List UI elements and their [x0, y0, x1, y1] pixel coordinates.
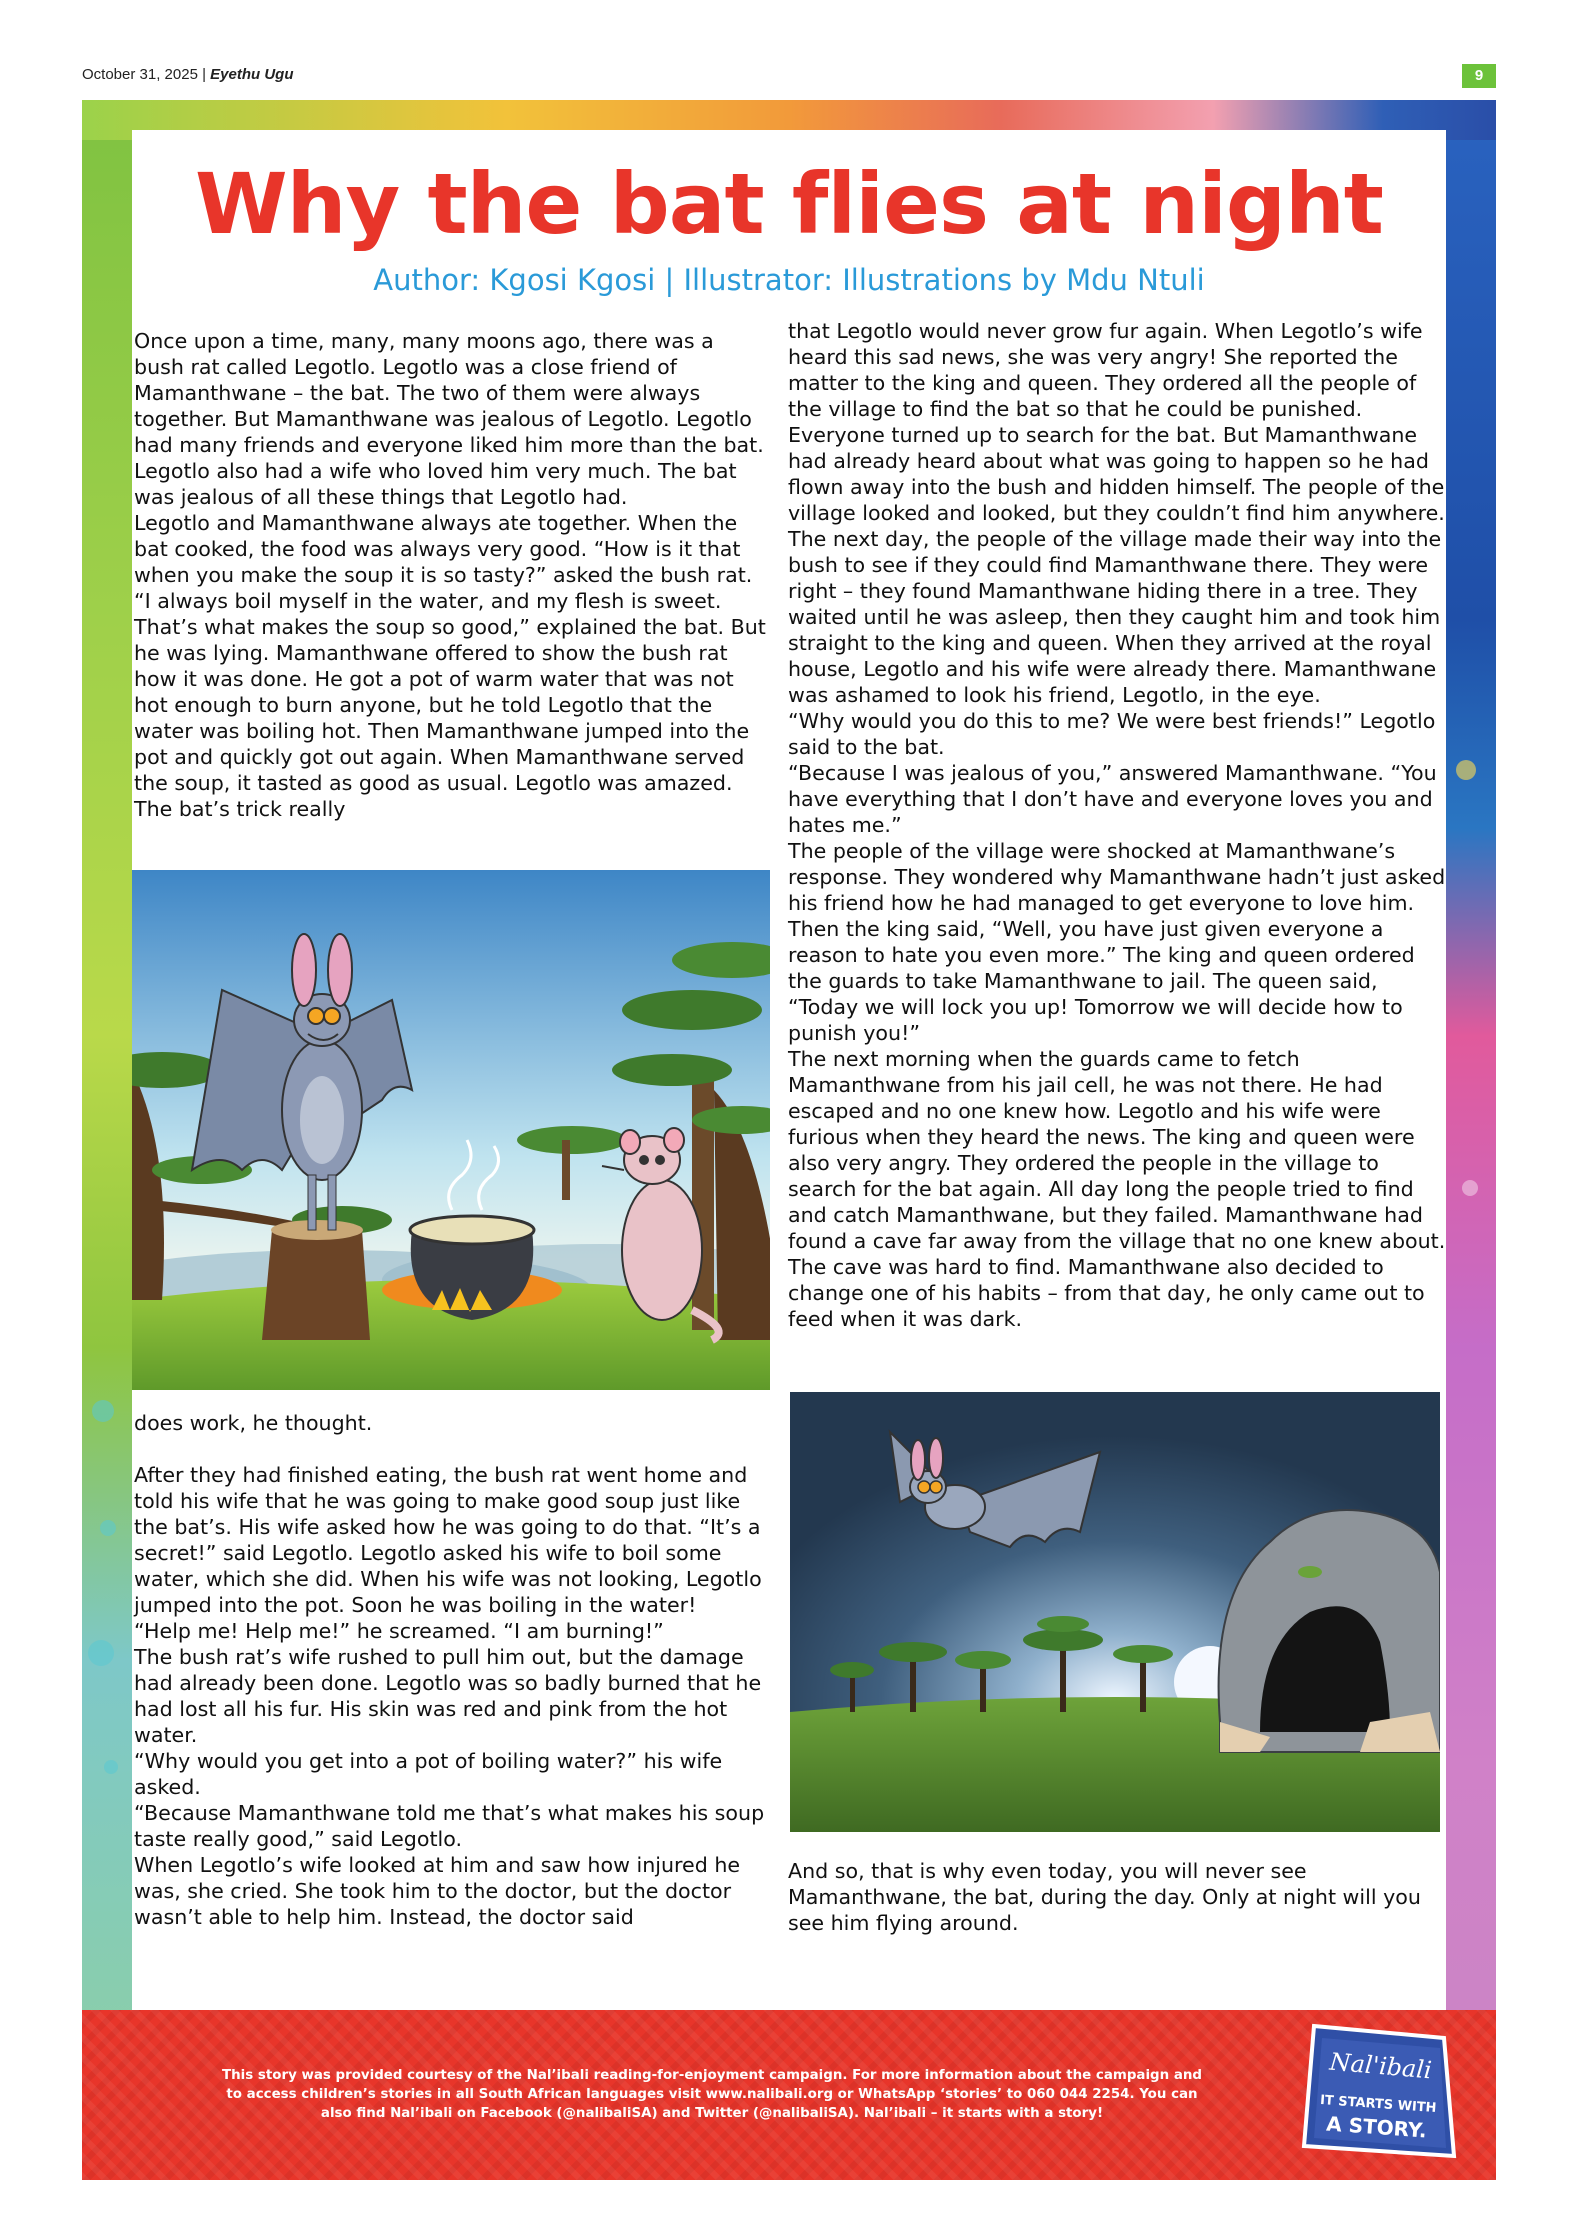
decorative-dot: [88, 1640, 114, 1666]
paragraph: “Help me! Help me!” he screamed. “I am burning!”: [134, 1619, 664, 1643]
footer-banner: [82, 2010, 1496, 2180]
issue-date: October 31, 2025: [82, 66, 198, 83]
paragraph: “Why would you get into a pot of boiling water?” his wife asked.: [134, 1749, 723, 1799]
paragraph-spacer: [134, 1436, 770, 1462]
paragraph: And so, that is why even today, you will never see Mamanthwane, the bat, during the day. Only at night will you see him flying around.: [788, 1859, 1421, 1935]
paragraph: The next morning when the guards came to fetch Mamanthwane from his jail cell, he was not there. He had escaped and no one knew how. Legotlo and his wife were furious when they heard the news. The king and queen were also very angry. They ordered the people in the village to search for the bat again. All day long the people tried to find and catch Mamanthwane, but they failed. Mamanthwane had found a cave far away from the village that no one knew about. The cave was hard to find. Mamanthwane also decided to change one of his habits – from that day, he only came out to feed when it was dark.: [788, 1047, 1446, 1331]
paragraph: The people of the village were shocked at Mamanthwane’s response. They wondered why Mamanthwane hadn’t just asked his friend how he had managed to get everyone to love him. Then the king said, “Well, you have just given everyone a reason to hate you even more.” The king and queen ordered the guards to take Mamanthwane to jail. The queen said, “Today we will lock you up! Tomorrow we will decide how to punish you!”: [788, 839, 1446, 1045]
paragraph: After they had finished eating, the bush rat went home and told his wife that he was going to make good soup just like the bat’s. His wife asked how he was going to do that. “It’s a secret!” said Legotlo. Legotlo asked his wife to boil some water, which she did. When his wife was not looking, Legotlo jumped into the pot. Soon he was boiling in the water!: [134, 1463, 762, 1617]
book-icon: [1294, 2016, 1464, 2166]
issue-date-line: [82, 66, 294, 83]
illustration-bat-cooking: [132, 870, 770, 1390]
header-separator: |: [202, 66, 206, 83]
paragraph: Once upon a time, many, many moons ago, there was a bush rat called Legotlo. Legotlo was a close friend of Mamanthwane – the bat. The two of them were always together. But Mamanthwane was jealous of Legotlo. Legotlo had many friends and everyone liked him more than the bat. Legotlo also had a wife who loved him very much. The bat was jealous of all these things that Legotlo had.: [134, 329, 764, 509]
paragraph: Legotlo and Mamanthwane always ate together. When the bat cooked, the food was always very good. “How is it that when you make the soup it is so tasty?” asked the bush rat. “I always boil myself in the water, and my flesh is sweet. That’s what makes the soup so good,” explained the bat. But he was lying. Mamanthwane offered to show the bush rat how it was done. He got a pot of warm water that was not hot enough to burn anyone, but he told Legotlo that the water was boiling hot. Then Mamanthwane jumped into the pot and quickly got out again. When Mamanthwane served the soup, it tasted as good as usual. Legotlo was amazed. The bat’s trick really: [134, 511, 766, 821]
decorative-dot: [104, 1760, 118, 1774]
story-column-right-top: [788, 318, 1448, 1332]
decorative-dot: [1456, 760, 1476, 780]
paragraph: The bush rat’s wife rushed to pull him out, but the damage had already been done. Legotlo was so badly burned that he had lost all his fur. His skin was red and pink from the hot water.: [134, 1645, 762, 1747]
paragraph: “Why would you do this to me? We were best friends!” Legotlo said to the bat.: [788, 709, 1436, 759]
logo-name: Nal'ibali: [1328, 2047, 1433, 2085]
paragraph: does work, he thought.: [134, 1411, 373, 1435]
paragraph: “Because Mamanthwane told me that’s what makes his soup taste really good,” said Legotlo.: [134, 1801, 765, 1851]
paragraph: When Legotlo’s wife looked at him and saw how injured he was, she cried. She took him to the doctor, but the doctor wasn’t able to help him. Instead, the doctor said: [134, 1853, 741, 1929]
decorative-dot: [92, 1400, 114, 1422]
story-column-left-bottom: [134, 1410, 770, 1930]
decorative-dot: [1462, 1180, 1478, 1196]
paragraph: that Legotlo would never grow fur again. When Legotlo’s wife heard this sad news, she was very angry! She reported the matter to the king and queen. They ordered all the people of the village to find the bat so that he could be punished. Everyone turned up to search for the bat. But Mamanthwane had already heard about what was going to happen so he had flown away into the bush and hidden himself. The people of the village looked and looked, but they couldn’t find him anywhere. The next day, the people of the village made their way into the bush to see if they could find Mamanthwane there. They were right – they found Mamanthwane hiding there in a tree. They waited until he was asleep, then they caught him and took him straight to the king and queen. When they arrived at the royal house, Legotlo and his wife were already there. Mamanthwane was ashamed to look his friend, Legotlo, in the eye.: [788, 319, 1445, 707]
paragraph: “Because I was jealous of you,” answered Mamanthwane. “You have everything that I don’t have and everyone loves you and hates me.”: [788, 761, 1437, 837]
story-column-right-bottom: [788, 1858, 1448, 1936]
illustration-bat-night-cave: [790, 1392, 1440, 1832]
left-decorative-band: [82, 100, 134, 2180]
footer-credit: This story was provided courtesy of the Nal’ibali reading-for-enjoyment campaign. For more information about the campaign and to access children’s stories in all South African languages visit www.nalibali.org or WhatsApp ‘stories’ to 060 044 2254. You can also find Nal’ibali on Facebook (@nalibaliSA) and Twitter (@nalibaliSA). Nal’ibali – it starts with a story!: [222, 2068, 1202, 2121]
decorative-dot: [100, 1520, 116, 1536]
story-title: Why the bat flies at night: [195, 155, 1383, 253]
story-panel: [132, 130, 1446, 2010]
story-byline: Author: Kgosi Kgosi | Illustrator: Illustrations by Mdu Ntuli: [373, 263, 1205, 297]
logo-tagline-1: IT STARTS WITH: [1319, 2092, 1437, 2117]
logo-tagline-2: A STORY.: [1325, 2111, 1428, 2143]
nalibali-logo: [1294, 2016, 1464, 2166]
page-number: 9: [1462, 64, 1496, 88]
story-column-left-top: [134, 328, 770, 822]
right-decorative-band: [1446, 100, 1496, 2180]
newspaper-name: Eyethu Ugu: [210, 66, 294, 83]
